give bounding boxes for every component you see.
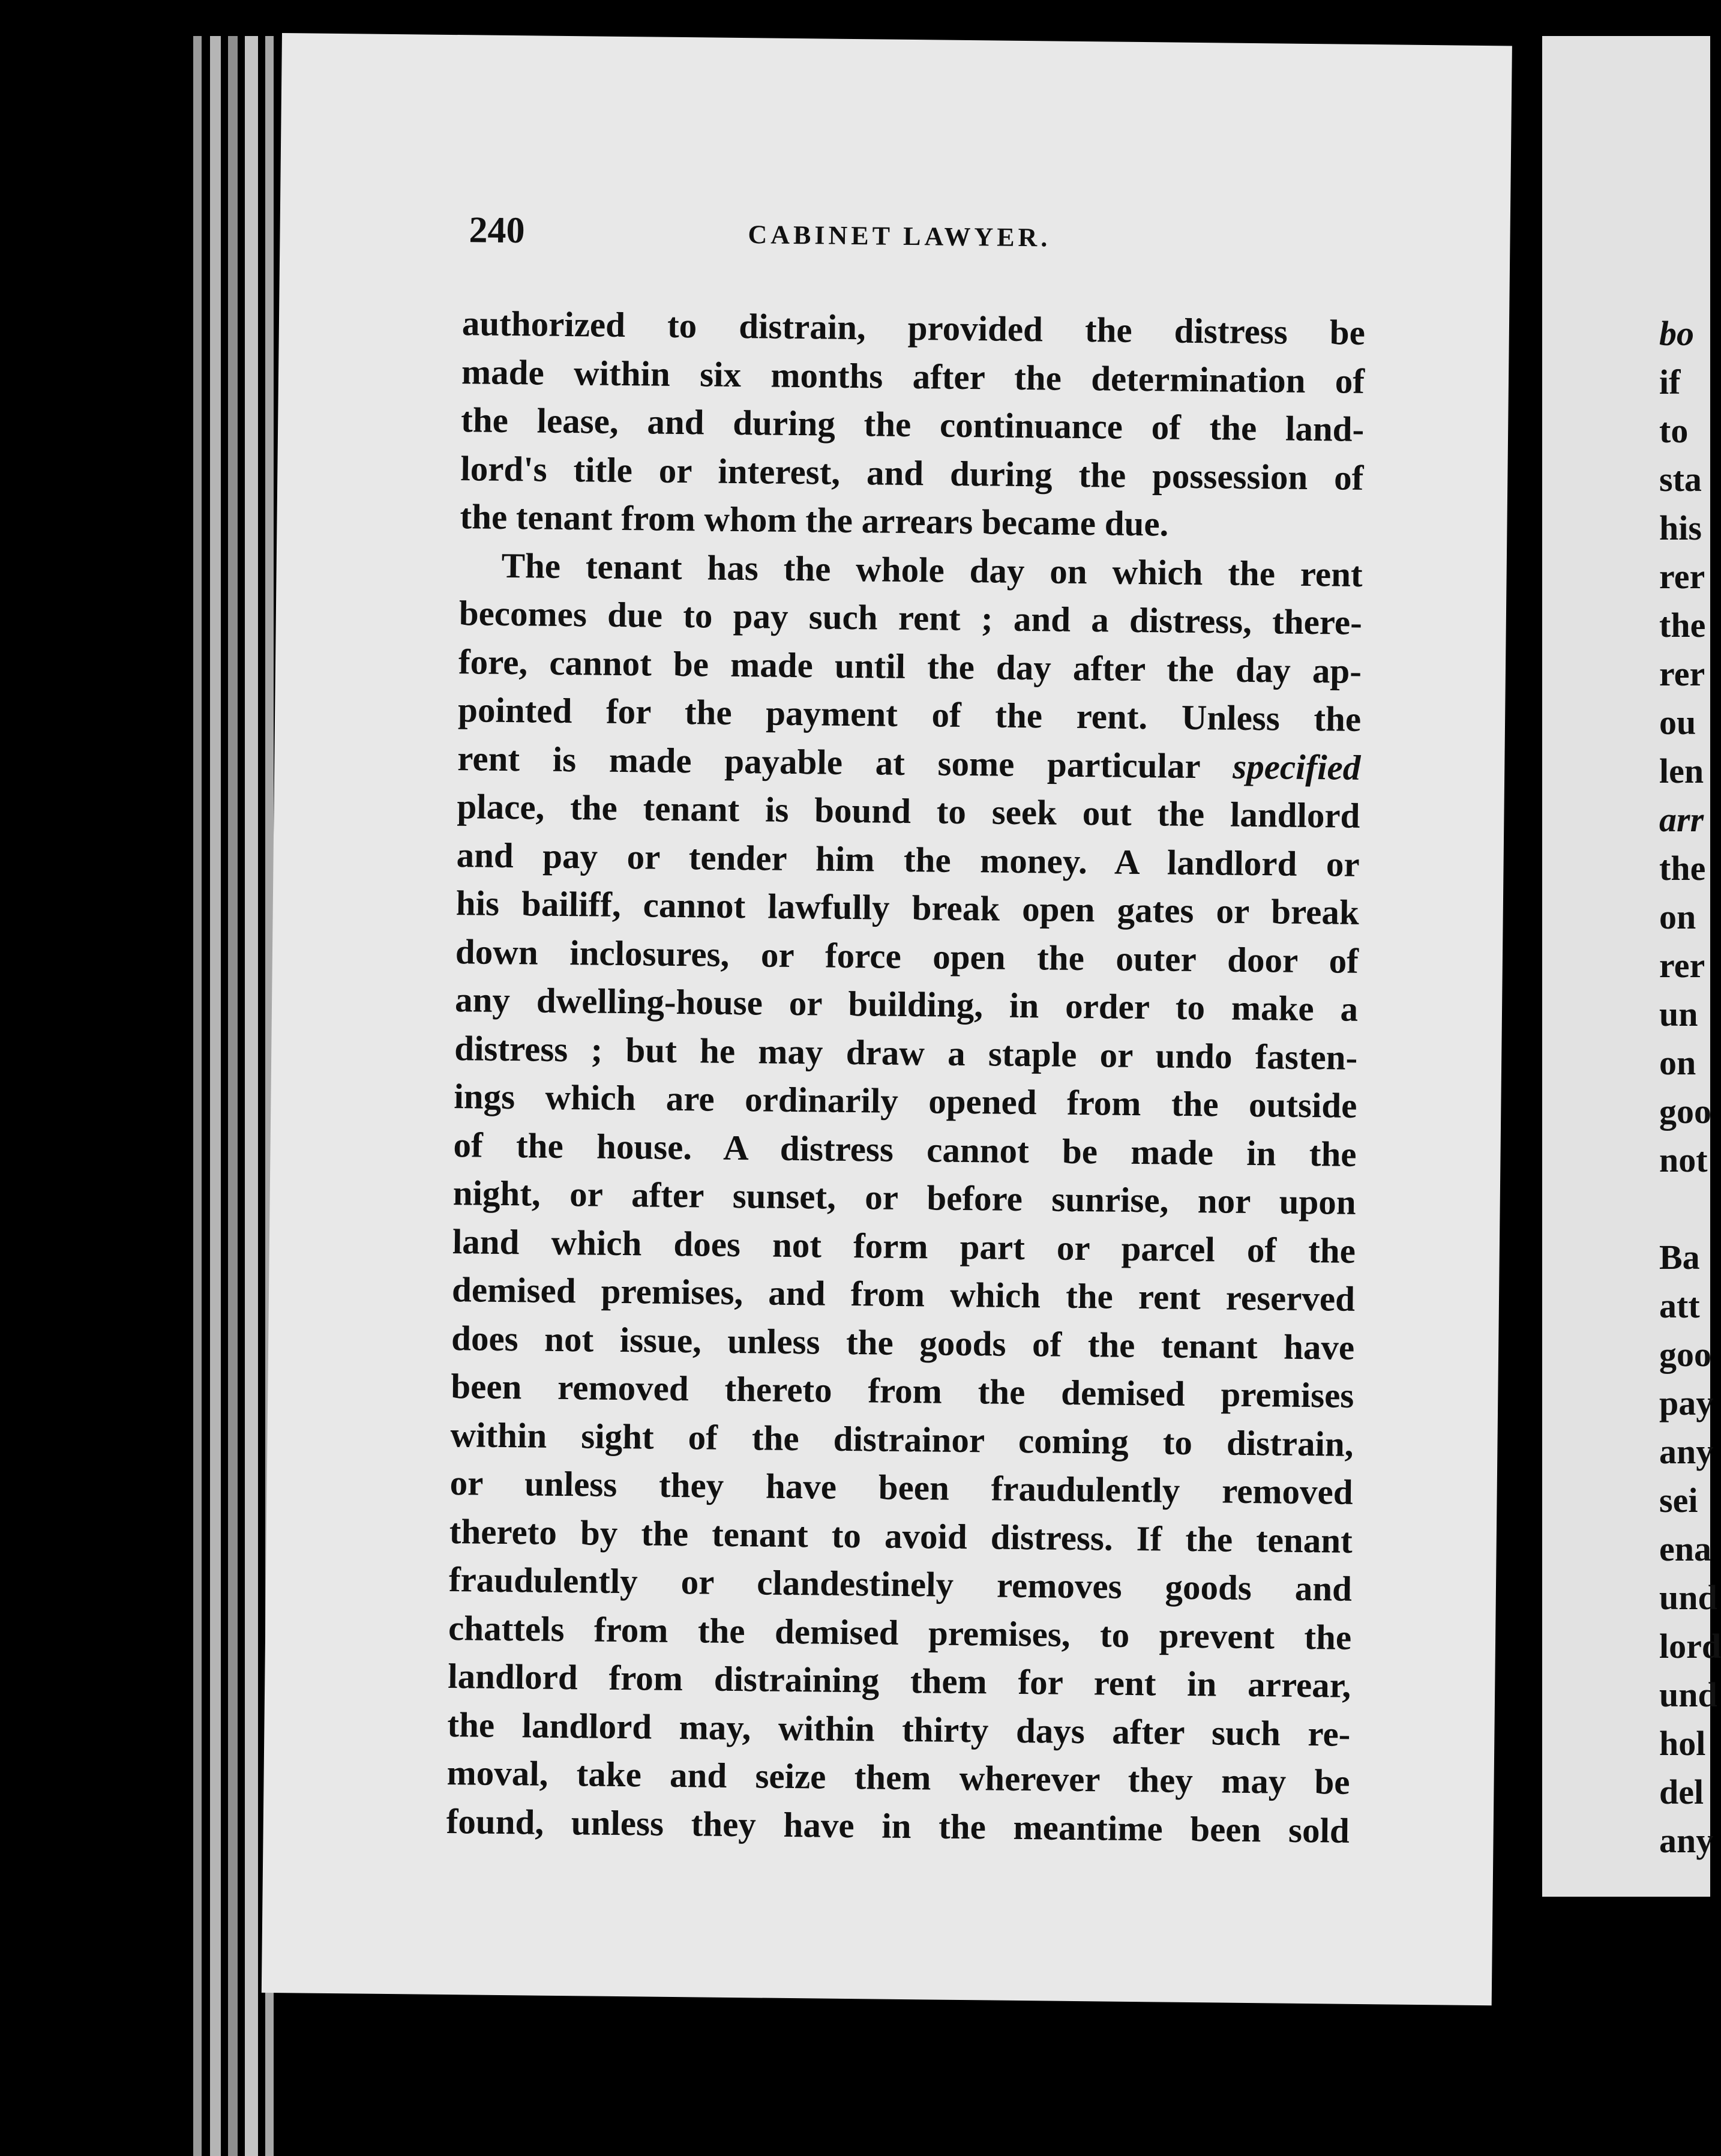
facing-fragment: pay [1659, 1384, 1714, 1423]
facing-fragment: on [1659, 897, 1696, 936]
facing-fragment: und [1659, 1675, 1717, 1714]
facing-fragment: hol [1659, 1724, 1706, 1763]
text-line: or unless they have been fraudulently removed [449, 1463, 1353, 1512]
facing-fragment: to [1659, 411, 1689, 450]
facing-fragment: rer [1659, 557, 1705, 596]
text-line: the tenant from whom the arrears became due. [460, 496, 1169, 544]
facing-fragment: und [1659, 1578, 1717, 1617]
text-line: fore, cannot be made until the day after the day ap- [458, 641, 1362, 691]
book-page [262, 33, 1512, 2005]
page-number: 240 [469, 209, 525, 251]
facing-fragment: bo [1659, 314, 1694, 353]
text-line: moval, take and seize them wherever they may be [446, 1753, 1350, 1802]
text-line: the lease, and during the continuance of the land- [460, 400, 1365, 449]
facing-fragment: ena [1659, 1529, 1711, 1568]
facing-fragment: any [1659, 1821, 1714, 1860]
facing-fragment: if [1659, 363, 1681, 402]
italic-word: specified [1233, 746, 1361, 787]
text-line: within sight of the distrainor coming to distrain, [450, 1414, 1354, 1464]
binding-edge [245, 36, 258, 2156]
facing-fragment: un [1659, 995, 1698, 1034]
text-line: the landlord may, within thirty days after such re- [447, 1704, 1351, 1754]
text-line: pointed for the payment of the rent. Unless the [457, 690, 1362, 739]
text-line: authorized to distrain, provided the distress be [461, 303, 1366, 352]
text-segment: rent is made payable at some particular [457, 738, 1200, 786]
text-line: fraudulently or clandestinely removes goods and [448, 1559, 1353, 1609]
text-line: been removed thereto from the demised premises [451, 1366, 1354, 1415]
text-line: does not issue, unless the goods of the tenant have [451, 1317, 1355, 1367]
text-line: any dwelling-house or building, in order to make a [454, 980, 1359, 1029]
facing-fragment: goo [1659, 1335, 1711, 1374]
facing-fragment [1659, 1184, 1721, 1233]
binding-edge [210, 36, 221, 2156]
facing-fragment: arr [1659, 800, 1704, 839]
text-line: and pay or tender him the money. A landlord or [456, 834, 1360, 884]
text-line: his bailiff, cannot lawfully break open gates or break [455, 883, 1360, 932]
binding-edge [228, 36, 238, 2156]
facing-fragment: any [1659, 1432, 1714, 1471]
facing-fragment: goo [1659, 1092, 1711, 1131]
text-line: down inclosures, or force open the outer door of [455, 931, 1359, 981]
text-line: lord's title or interest, and during the possession of [460, 448, 1364, 498]
facing-fragment: Ba [1659, 1238, 1700, 1277]
facing-fragment: not [1659, 1140, 1708, 1179]
facing-fragment: ou [1659, 703, 1696, 742]
text-line: The tenant has the whole day on which the rent [501, 545, 1363, 594]
text-line: becomes due to pay such rent ; and a distress, there- [458, 593, 1363, 642]
text-line: ings which are ordinarily opened from the outside [454, 1076, 1357, 1125]
text-line: of the house. A distress cannot be made in the [453, 1124, 1357, 1174]
facing-page-edge [1542, 36, 1721, 1897]
text-line: found, unless they have in the meantime been sold [446, 1801, 1350, 1850]
text-line: made within six months after the determination of [461, 351, 1365, 401]
body-text [446, 299, 1365, 1855]
text-line: land which does not form part or parcel of the [452, 1221, 1356, 1271]
running-head: CABINET LAWYER. [748, 220, 1051, 253]
binding-edge [193, 36, 202, 2156]
text-line: landlord from distraining them for rent in arrear, [448, 1656, 1351, 1705]
text-line: chattels from the demised premises, to prevent the [448, 1607, 1352, 1657]
facing-fragment: sei [1659, 1481, 1698, 1520]
facing-fragment: len [1659, 751, 1704, 790]
text-line: distress ; but he may draw a staple or undo fasten- [454, 1028, 1358, 1077]
facing-fragment: his [1659, 508, 1702, 547]
page-header [469, 209, 1228, 271]
facing-fragment: rer [1659, 654, 1705, 693]
text-line-with-italic [457, 734, 1361, 792]
text-line: thereto by the tenant to avoid distress. If the tenant [449, 1511, 1353, 1561]
facing-page-text [1659, 309, 1721, 1865]
facing-fragment: the [1659, 606, 1706, 645]
facing-fragment: del [1659, 1772, 1704, 1811]
text-line: night, or after sunset, or before sunrise, nor upon [452, 1173, 1357, 1222]
text-line: place, the tenant is bound to seek out the landlord [457, 786, 1360, 836]
facing-fragment: att [1659, 1286, 1700, 1325]
facing-fragment: lord [1659, 1627, 1721, 1666]
facing-fragment: the [1659, 849, 1706, 888]
facing-fragment: on [1659, 1043, 1696, 1082]
text-line: demised premises, and from which the rent reserved [451, 1269, 1356, 1319]
facing-fragment: sta [1659, 460, 1702, 499]
facing-fragment: rer [1659, 946, 1705, 985]
